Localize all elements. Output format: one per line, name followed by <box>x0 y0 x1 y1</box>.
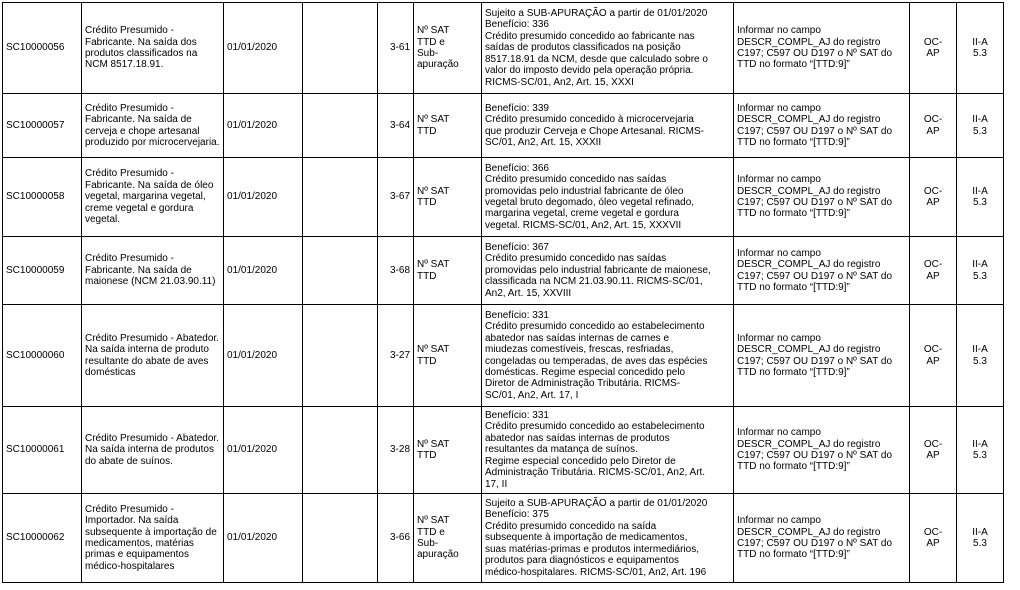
annex-text: 5.3 <box>973 197 987 208</box>
benefit-text: Benefício: 331 <box>485 309 549 321</box>
code-cell <box>3 94 82 158</box>
code-cell <box>3 237 82 305</box>
instruction-text: C197; C597 OU D197 o Nº SAT do <box>737 197 893 208</box>
oc-text: AP <box>926 355 940 367</box>
sat-cell <box>414 407 482 494</box>
benefit-text: resultantes da matança de suínos. <box>485 444 638 456</box>
instruction-text: C197; C597 OU D197 o Nº SAT do <box>737 48 893 59</box>
start-date: 01/01/2020 <box>227 444 278 456</box>
sat-text: TTD e <box>417 36 445 48</box>
sat-text: TTD <box>417 270 437 282</box>
instruction-text: Informar no campo <box>737 515 821 527</box>
start-date: 01/01/2020 <box>227 532 278 544</box>
annex-text: II-A <box>972 36 988 48</box>
reference-code: 3-27 <box>389 349 410 361</box>
reference-code: 3-61 <box>389 42 410 54</box>
benefit-text: promovidas pelo industrial fabricante de óleo <box>485 185 684 197</box>
description-cell <box>82 494 224 583</box>
benefit-text: suas matérias-primas e produtos intermediários, <box>485 543 699 555</box>
annex-text: II-A <box>972 526 988 538</box>
benefit-cell <box>482 407 734 494</box>
instruction-text: DESCR_COMPL_AJ do registro <box>737 114 881 126</box>
oc-text: AP <box>926 197 940 208</box>
oc-text: AP <box>926 450 940 461</box>
start-date-cell <box>224 237 303 305</box>
sat-text: Sub- <box>417 538 439 549</box>
benefit-text: Benefício: 367 <box>485 241 549 253</box>
benefit-text: RICMS-SC/01, An2, Art. 15, XXXI <box>485 76 634 88</box>
benefit-text: promovidas pelo industrial fabricante de maionese, <box>485 264 711 276</box>
oc-text: OC- <box>923 114 943 126</box>
annex-text: 5.3 <box>973 355 987 367</box>
reference-code: 3-67 <box>389 191 410 203</box>
annex-cell <box>957 305 1004 407</box>
sat-text: Nº SAT <box>417 25 450 37</box>
benefit-text: Benefício: 366 <box>485 162 549 174</box>
description-text: Crédito Presumido - Abatedor. Na saída interna de produtos do abate de suínos. <box>85 432 219 467</box>
annex-cell <box>957 407 1004 494</box>
benefit-text: Crédito presumido concedido ao estabelecimento <box>485 321 705 333</box>
annex-text: 5.3 <box>973 270 987 282</box>
adjustment-code: SC10000057 <box>6 119 65 131</box>
benefit-cell <box>482 305 734 407</box>
benefit-text: classificada na NCM 21.03.90.11. RICMS-SC/01, <box>485 276 703 288</box>
oc-text: AP <box>926 538 940 549</box>
table-row <box>3 237 1004 305</box>
description-text: Crédito Presumido - Fabricante. Na saída de óleo vegetal, margarina vegetal, creme vegetal e gordura vegetal. <box>85 168 214 226</box>
sat-text: Nº SAT <box>417 114 450 126</box>
oc-cell <box>910 237 957 305</box>
benefit-text: Benefício: 336 <box>485 19 549 31</box>
oc-cell <box>910 494 957 583</box>
annex-text: II-A <box>972 185 988 197</box>
benefit-text: produtos para diagnósticos e equipamentos <box>485 555 680 567</box>
oc-text: OC- <box>923 526 943 538</box>
start-date: 01/01/2020 <box>227 264 278 276</box>
end-date-cell <box>303 237 378 305</box>
adjustment-code: SC10000061 <box>6 444 65 456</box>
description-cell <box>82 94 224 158</box>
benefit-cell <box>482 94 734 158</box>
benefit-cell <box>482 3 734 94</box>
code-cell <box>3 158 82 237</box>
annex-cell <box>957 3 1004 94</box>
oc-cell <box>910 3 957 94</box>
oc-text: AP <box>926 270 940 282</box>
code-cell <box>3 3 82 94</box>
end-date-cell <box>303 494 378 583</box>
instruction-text: DESCR_COMPL_AJ do registro <box>737 259 881 271</box>
sat-cell <box>414 3 482 94</box>
sat-text: Sub- <box>417 48 439 59</box>
description-cell <box>82 407 224 494</box>
benefit-text: Crédito presumido concedido nas saídas <box>485 174 667 186</box>
instruction-text: C197; C597 OU D197 o Nº SAT do <box>737 125 893 137</box>
benefit-text: abatedor nas saídas internas de produtos <box>485 432 670 444</box>
benefit-text: An2, Art. 15, XXVIII <box>485 287 572 299</box>
annex-text: II-A <box>972 259 988 271</box>
table-row <box>3 158 1004 237</box>
start-date-cell <box>224 407 303 494</box>
benefit-text: Regime especial concedido pelo Diretor de <box>485 455 676 467</box>
instruction-text: DESCR_COMPL_AJ do registro <box>737 344 881 356</box>
instruction-text: C197; C597 OU D197 o Nº SAT do <box>737 538 893 549</box>
oc-cell <box>910 158 957 237</box>
instruction-text: TTD no formato “[TTD:9]” <box>737 208 850 220</box>
benefit-text: Sujeito a SUB-APURAÇÃO a partir de 01/01/2020 <box>485 8 708 20</box>
benefit-cell <box>482 237 734 305</box>
description-text: Crédito Presumido - Abatedor. Na saída interna de produto resultante do abate de aves domésticas <box>85 332 219 378</box>
benefit-text: domésticas. Regime especial concedido pelo <box>485 366 686 378</box>
start-date: 01/01/2020 <box>227 42 278 54</box>
reference-code: 3-68 <box>389 264 410 276</box>
instruction-text: Informar no campo <box>737 102 821 114</box>
reference-cell <box>378 494 414 583</box>
description-text: Crédito Presumido - Importador. Na saída subsequente à importação de medicamentos, matérias primas e equipamentos médico-hospitalares <box>85 503 217 572</box>
instruction-cell <box>734 3 910 94</box>
benefit-text: margarina vegetal, creme vegetal e gordura <box>485 208 679 220</box>
annex-text: 5.3 <box>973 125 987 137</box>
end-date-cell <box>303 407 378 494</box>
description-cell <box>82 3 224 94</box>
table-row <box>3 3 1004 94</box>
benefit-cell <box>482 494 734 583</box>
reference-cell <box>378 3 414 94</box>
benefit-text: Crédito presumido concedido à microcervejaria <box>485 114 694 126</box>
reference-code: 3-66 <box>389 532 410 544</box>
benefit-text: Crédito presumido concedido na saída <box>485 520 657 532</box>
benefit-text: SC/01, An2, Art. 17, I <box>485 389 579 401</box>
reference-cell <box>378 237 414 305</box>
benefit-text: Diretor de Administração Tributária. RICMS- <box>485 378 681 390</box>
sat-text: TTD <box>417 197 437 208</box>
adjustment-code: SC10000059 <box>6 264 65 276</box>
instruction-cell <box>734 94 910 158</box>
oc-cell <box>910 305 957 407</box>
sat-text: Nº SAT <box>417 259 450 271</box>
sat-text: Nº SAT <box>417 515 450 527</box>
benefit-text: congeladas ou temperadas, de aves das espécies <box>485 355 708 367</box>
instruction-text: Informar no campo <box>737 174 821 186</box>
benefit-text: valor do imposto devido pela operação própria. <box>485 65 694 77</box>
instruction-text: DESCR_COMPL_AJ do registro <box>737 185 881 197</box>
benefit-text: vegetal. RICMS-SC/01, An2, Art. 15, XXXVII <box>485 219 682 231</box>
benefit-text: subsequente à importação de medicamentos, <box>485 532 688 544</box>
sat-text: apuração <box>417 549 459 561</box>
oc-text: AP <box>926 48 940 59</box>
end-date-cell <box>303 94 378 158</box>
annex-cell <box>957 237 1004 305</box>
oc-text: OC- <box>923 438 943 450</box>
description-cell <box>82 305 224 407</box>
instruction-text: TTD no formato “[TTD:9]” <box>737 549 850 561</box>
instruction-text: DESCR_COMPL_AJ do registro <box>737 526 881 538</box>
reference-cell <box>378 305 414 407</box>
sat-cell <box>414 237 482 305</box>
reference-cell <box>378 94 414 158</box>
benefit-text: miudezas comestíveis, frescas, resfriadas, <box>485 344 674 356</box>
description-text: Crédito Presumido - Fabricante. Na saída de maionese (NCM 21.03.90.11) <box>85 253 216 288</box>
end-date-cell <box>303 3 378 94</box>
instruction-cell <box>734 305 910 407</box>
description-cell <box>82 158 224 237</box>
instruction-text: Informar no campo <box>737 427 821 439</box>
oc-text: OC- <box>923 259 943 271</box>
instruction-text: TTD no formato “[TTD:9]” <box>737 281 850 293</box>
benefit-text: Crédito presumido concedido nas saídas <box>485 253 667 265</box>
annex-text: 5.3 <box>973 450 987 461</box>
benefit-text: Benefício: 331 <box>485 410 549 422</box>
benefit-text: 17, II <box>485 478 508 490</box>
reference-cell <box>378 158 414 237</box>
sat-cell <box>414 94 482 158</box>
sat-cell <box>414 305 482 407</box>
benefit-text: abatedor nas saídas internas de carnes e <box>485 332 670 344</box>
oc-text: OC- <box>923 185 943 197</box>
sat-text: TTD <box>417 125 437 137</box>
benefit-text: Benefício: 339 <box>485 102 549 114</box>
annex-text: 5.3 <box>973 538 987 549</box>
instruction-text: DESCR_COMPL_AJ do registro <box>737 438 881 450</box>
adjustment-code: SC10000062 <box>6 532 65 544</box>
annex-text: 5.3 <box>973 48 987 59</box>
instruction-text: TTD no formato “[TTD:9]” <box>737 366 850 378</box>
benefit-text: Crédito presumido concedido ao estabelecimento <box>485 421 705 433</box>
annex-text: II-A <box>972 438 988 450</box>
sat-cell <box>414 494 482 583</box>
table-row <box>3 305 1004 407</box>
benefit-text: Sujeito a SUB-APURAÇÃO a partir de 01/01/2020 <box>485 498 708 510</box>
start-date-cell <box>224 305 303 407</box>
sat-text: Nº SAT <box>417 438 450 450</box>
description-cell <box>82 237 224 305</box>
start-date-cell <box>224 158 303 237</box>
instruction-cell <box>734 158 910 237</box>
start-date-cell <box>224 494 303 583</box>
benefit-text: saídas de produtos classificados na posição <box>485 42 681 54</box>
sat-text: TTD <box>417 355 437 367</box>
annex-text: II-A <box>972 344 988 356</box>
adjustment-codes-table <box>2 2 1004 583</box>
end-date-cell <box>303 305 378 407</box>
table-row <box>3 407 1004 494</box>
instruction-text: TTD no formato “[TTD:9]” <box>737 461 850 473</box>
benefit-text: SC/01, An2, Art. 15, XXXII <box>485 136 602 148</box>
benefit-cell <box>482 158 734 237</box>
start-date: 01/01/2020 <box>227 349 278 361</box>
code-cell <box>3 407 82 494</box>
annex-text: II-A <box>972 114 988 126</box>
reference-code: 3-28 <box>389 444 410 456</box>
benefit-text: médico-hospitalares. RICMS-SC/01, An2, Art. 196 <box>485 566 707 578</box>
benefit-text: 8517.18.91 da NCM, desde que calculado sobre o <box>485 53 708 65</box>
instruction-text: TTD no formato “[TTD:9]” <box>737 136 850 148</box>
code-cell <box>3 494 82 583</box>
start-date: 01/01/2020 <box>227 191 278 203</box>
instruction-text: DESCR_COMPL_AJ do registro <box>737 36 881 48</box>
instruction-text: Informar no campo <box>737 247 821 259</box>
reference-code: 3-64 <box>389 119 410 131</box>
instruction-text: Informar no campo <box>737 332 821 344</box>
oc-text: AP <box>926 125 940 137</box>
reference-cell <box>378 407 414 494</box>
benefit-text: que produzir Cerveja e Chope Artesanal. RICMS- <box>485 125 704 137</box>
description-text: Crédito Presumido - Fabricante. Na saída de cerveja e chope artesanal produzido por microcervejaria. <box>85 102 220 148</box>
start-date: 01/01/2020 <box>227 119 278 131</box>
annex-cell <box>957 158 1004 237</box>
adjustment-code: SC10000058 <box>6 191 65 203</box>
instruction-text: C197; C597 OU D197 o Nº SAT do <box>737 355 893 367</box>
instruction-cell <box>734 407 910 494</box>
sat-text: TTD <box>417 450 437 461</box>
instruction-text: C197; C597 OU D197 o Nº SAT do <box>737 270 893 282</box>
benefit-text: Crédito presumido concedido ao fabricante nas <box>485 30 695 42</box>
benefit-text: Benefício: 375 <box>485 509 549 521</box>
oc-cell <box>910 407 957 494</box>
oc-text: OC- <box>923 344 943 356</box>
end-date-cell <box>303 158 378 237</box>
instruction-text: Informar no campo <box>737 25 821 37</box>
instruction-cell <box>734 237 910 305</box>
instruction-text: C197; C597 OU D197 o Nº SAT do <box>737 450 893 461</box>
benefit-text: Administração Tributária. RICMS-SC/01, An2, Art. <box>485 467 706 479</box>
oc-text: OC- <box>923 36 943 48</box>
table-row <box>3 494 1004 583</box>
annex-cell <box>957 494 1004 583</box>
start-date-cell <box>224 94 303 158</box>
instruction-text: TTD no formato “[TTD:9]” <box>737 59 850 71</box>
instruction-cell <box>734 494 910 583</box>
sat-text: apuração <box>417 59 459 71</box>
annex-cell <box>957 94 1004 158</box>
code-cell <box>3 305 82 407</box>
start-date-cell <box>224 3 303 94</box>
sat-cell <box>414 158 482 237</box>
description-text: Crédito Presumido - Fabricante. Na saída dos produtos classificados na NCM 8517.18.91. <box>85 25 198 71</box>
benefit-text: vegetal bruto degomado, óleo vegetal refinado, <box>485 197 695 208</box>
sat-text: Nº SAT <box>417 185 450 197</box>
sat-text: Nº SAT <box>417 344 450 356</box>
oc-cell <box>910 94 957 158</box>
sat-text: TTD e <box>417 526 445 538</box>
adjustment-code: SC10000060 <box>6 349 65 361</box>
adjustment-code: SC10000056 <box>6 42 65 54</box>
table-row <box>3 94 1004 158</box>
